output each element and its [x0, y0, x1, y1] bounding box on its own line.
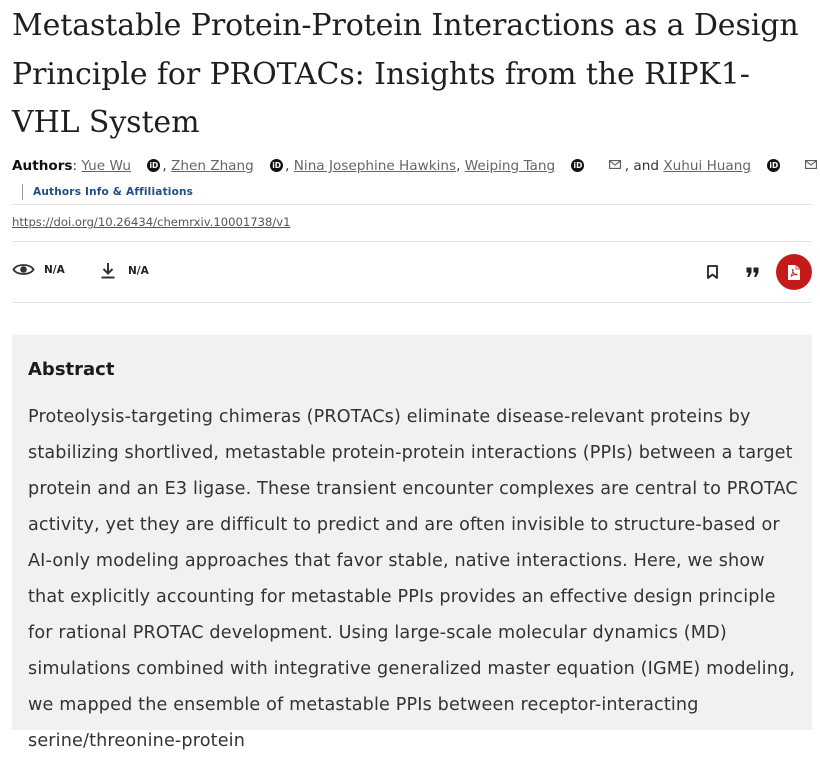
views-metric	[12, 262, 65, 277]
divider	[12, 241, 812, 242]
bookmark-button[interactable]	[702, 262, 722, 282]
authors-label: Authors	[12, 158, 73, 174]
authors-info-affiliations-link[interactable]: Authors Info & Affiliations	[33, 186, 194, 198]
author-link-zhen-zhang[interactable]: Zhen Zhang	[171, 158, 254, 174]
author-link-xuhui-huang[interactable]: Xuhui Huang	[663, 158, 751, 174]
downloads-count: N/A	[128, 264, 149, 277]
doi-link[interactable]: https://doi.org/10.26434/chemrxiv.10001738/v1	[12, 215, 291, 229]
author-list: Authors: Yue Wu iD , Zhen Zhang iD , Nina Josephine Hawkins, Weiping Tang iD , and Xuhui Huang iD	[12, 157, 820, 174]
orcid-icon[interactable]: iD	[767, 159, 780, 172]
orcid-icon[interactable]: iD	[571, 159, 584, 172]
downloads-metric	[100, 262, 149, 279]
abstract-heading: Abstract	[28, 359, 115, 380]
orcid-icon[interactable]: iD	[147, 159, 160, 172]
author-link-yue-wu[interactable]: Yue Wu	[81, 158, 132, 174]
cite-button[interactable]	[742, 262, 762, 282]
divider	[12, 204, 812, 205]
download-icon	[100, 262, 116, 279]
eye-icon	[12, 262, 35, 277]
author-link-weiping-tang[interactable]: Weiping Tang	[464, 158, 556, 174]
divider	[12, 302, 812, 303]
abstract-text: Proteolysis-targeting chimeras (PROTACs) eliminate disease-relevant proteins by stabilizing shortlived, metastable protein-protein interactions (PPIs) between a target protein and an E3 ligase. These transient encounter complexes are central to PROTAC activity, yet they are difficult to predict and are often invisible to structure-based or AI-only modeling approaches that favor stable, native interactions. Here, we show that explicitly accounting for metastable PPIs provides an effective design principle for rational PROTAC development. Using large-scale molecular dynamics (MD) simulations combined with integrative generalized master equation (IGME) modeling, we mapped the ensemble of metastable PPIs between receptor-interacting serine/threonine-protein	[28, 407, 798, 751]
quote-icon	[746, 267, 759, 278]
orcid-icon[interactable]: iD	[270, 159, 283, 172]
pdf-download-button[interactable]	[776, 254, 812, 290]
article-title: Metastable Protein-Protein Interactions as a Design Principle for PROTACs: Insights from the RIPK1-VHL System	[12, 8, 799, 140]
mail-icon[interactable]	[609, 157, 621, 173]
pdf-icon	[787, 264, 801, 281]
affiliations-divider	[22, 184, 23, 200]
author-link-nina-josephine-hawkins[interactable]: Nina Josephine Hawkins	[293, 158, 457, 174]
views-count: N/A	[44, 263, 65, 276]
and-text: , and	[624, 158, 659, 174]
bookmark-icon	[707, 265, 718, 279]
mail-icon[interactable]	[805, 157, 817, 173]
abstract-panel	[12, 335, 812, 751]
